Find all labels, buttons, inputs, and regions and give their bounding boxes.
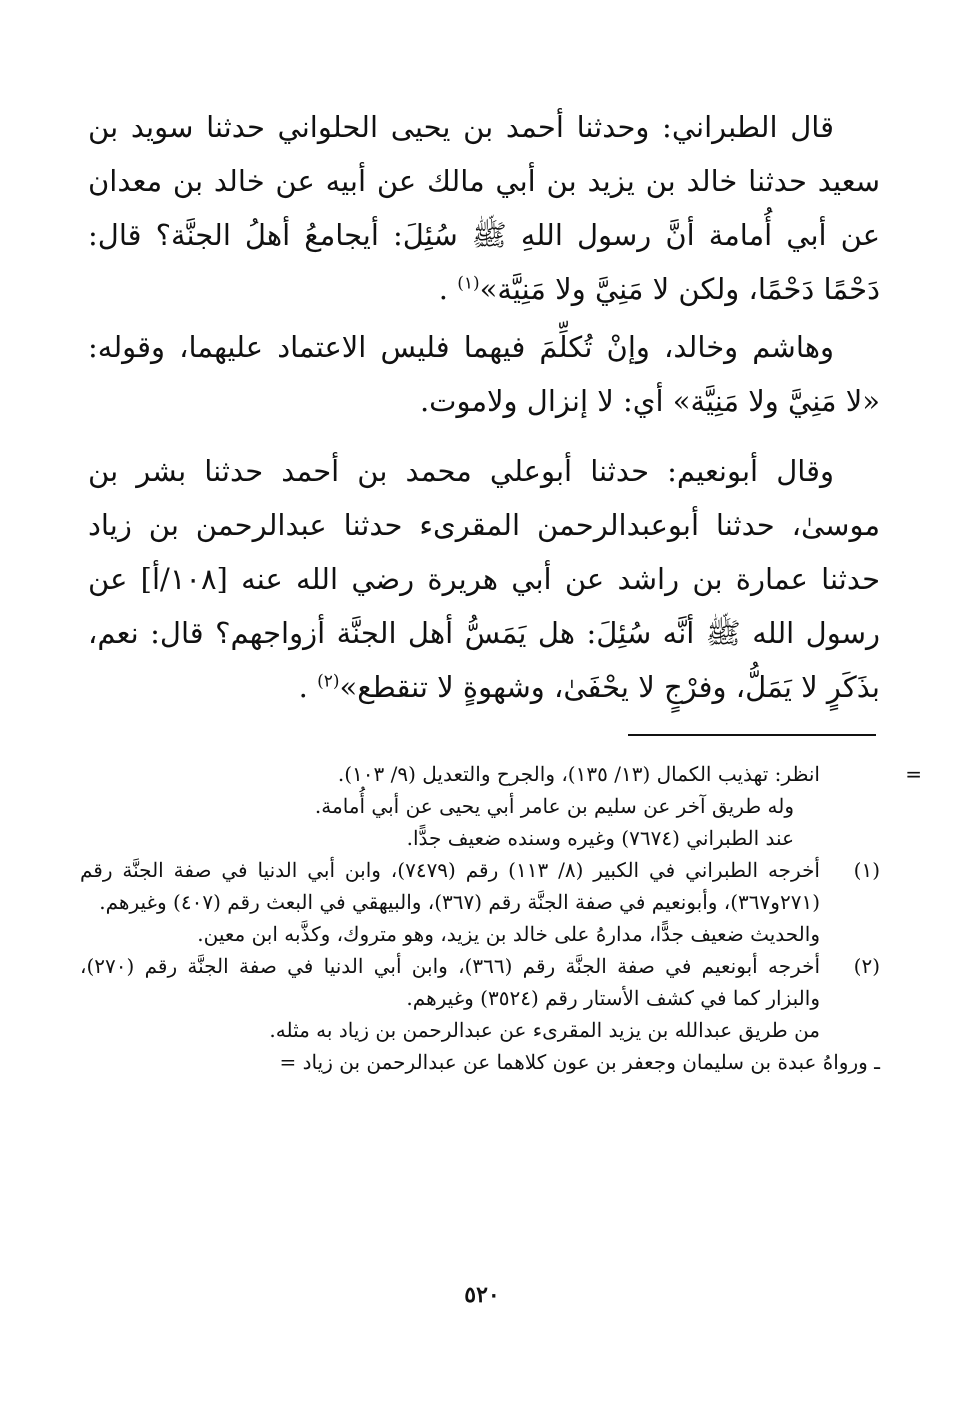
paragraph-tail: . (438, 272, 458, 306)
paragraph-text: قال الطبراني: وحدثنا أحمد بن يحيى الحلواني حدثنا سويد بن سعيد حدثنا خالد بن يزيد بن أبي مالك عن أبيه عن خالد بن معدان عن أبي أُمامة أنَّ رسول اللهِ ﷺ سُئِلَ: أيجامعُ أهلُ الجنَّة؟ قال: دَحْمًا دَحْمًا، ولكن لا مَنِيَّ ولا مَنِيَّة» (88, 110, 880, 306)
footnote-text: أخرجه أبونعيم في صفة الجنَّة رقم (٣٦٦)، وابن أبي الدنيا في صفة الجنَّة رقم (٢٧٠)، والبزار كما في كشف الأستار رقم (٣٥٢٤) وغيرهم. (80, 954, 821, 1010)
footnote-number: (١) (853, 858, 880, 882)
footnote-text: أخرجه الطبراني في الكبير (٨/ ١١٣) رقم (٧٤٧٩)، وابن أبي الدنيا في صفة الجنَّة رقم (٢٧١و٣٦٧)، وأبونعيم في صفة الجنَّة رقم (٣٦٧)، والبيهقي في البعث رقم (٤٠٧) وغيرهم. (80, 858, 820, 914)
paragraph-tabarani (88, 100, 880, 316)
footnote-ref-2: (٢) (317, 671, 340, 692)
paragraph-text: وهاشم وخالد، وإنْ تُكلِّمَ فيهما فليس الاعتماد عليهما، وقوله: «لا مَنِيَّ ولا مَنِيَّة» أي: لا إنزال ولاموت. (88, 330, 880, 418)
footnote-continued-line: انظر: تهذيب الكمال (١٣/ ١٣٥)، والجرح والتعديل (٩/ ١٠٣). (337, 762, 820, 786)
footnote-extra: من طريق عبدالله بن يزيد المقرىء عن عبدالرحمن بن زياد به مثله. (269, 1018, 820, 1042)
footnote-number: (٢) (853, 954, 880, 978)
page-number: ٥٢٠ (464, 1282, 500, 1308)
continued-marker: = (905, 762, 922, 786)
footnote-2 (80, 950, 880, 1014)
paragraph-tail: . (298, 670, 318, 704)
footnote-1 (80, 854, 880, 918)
main-text (88, 100, 880, 714)
footnote-extra: والحديث ضعيف جدًّا، مدارهُ على خالد بن يزيد، وهو متروك، وكذَّبه ابن معين. (197, 922, 820, 946)
paragraph-abu-nuaym (88, 444, 880, 714)
footnote-ref-1: (١) (457, 273, 480, 294)
footnote-separator (628, 734, 876, 736)
footnotes (80, 758, 880, 1078)
footnote-continued-line: وله طريق آخر عن سليم بن عامر أبي يحيى عن أبي أُمامة. (314, 794, 794, 818)
paragraph-commentary (88, 320, 880, 428)
paragraph-text: وقال أبونعيم: حدثنا أبوعلي محمد بن أحمد حدثنا بشر بن موسىٰ، حدثنا أبوعبدالرحمن المقرىء حدثنا عبدالرحمن بن زياد حدثنا عمارة بن راشد عن أبي هريرة رضي الله عنه [١٠٨/أ] عن رسول الله ﷺ أنَّه سُئِلَ: هل يَمَسُّ أهل الجنَّة أزواجهم؟ قال: نعم، بذَكَرٍ لا يَمَلُّ، وفرْجٍ لا يحْفَىٰ، وشهوةٍ لا تنقطع» (88, 454, 880, 704)
footnote-continued-line: عند الطبراني (٧٦٧٤) وغيره وسنده ضعيف جدًّا. (406, 826, 794, 850)
footnote-extra: ـ ورواهُ عبدة بن سليمان وجعفر بن عون كلاهما عن عبدالرحمن بن زياد = (279, 1050, 880, 1074)
